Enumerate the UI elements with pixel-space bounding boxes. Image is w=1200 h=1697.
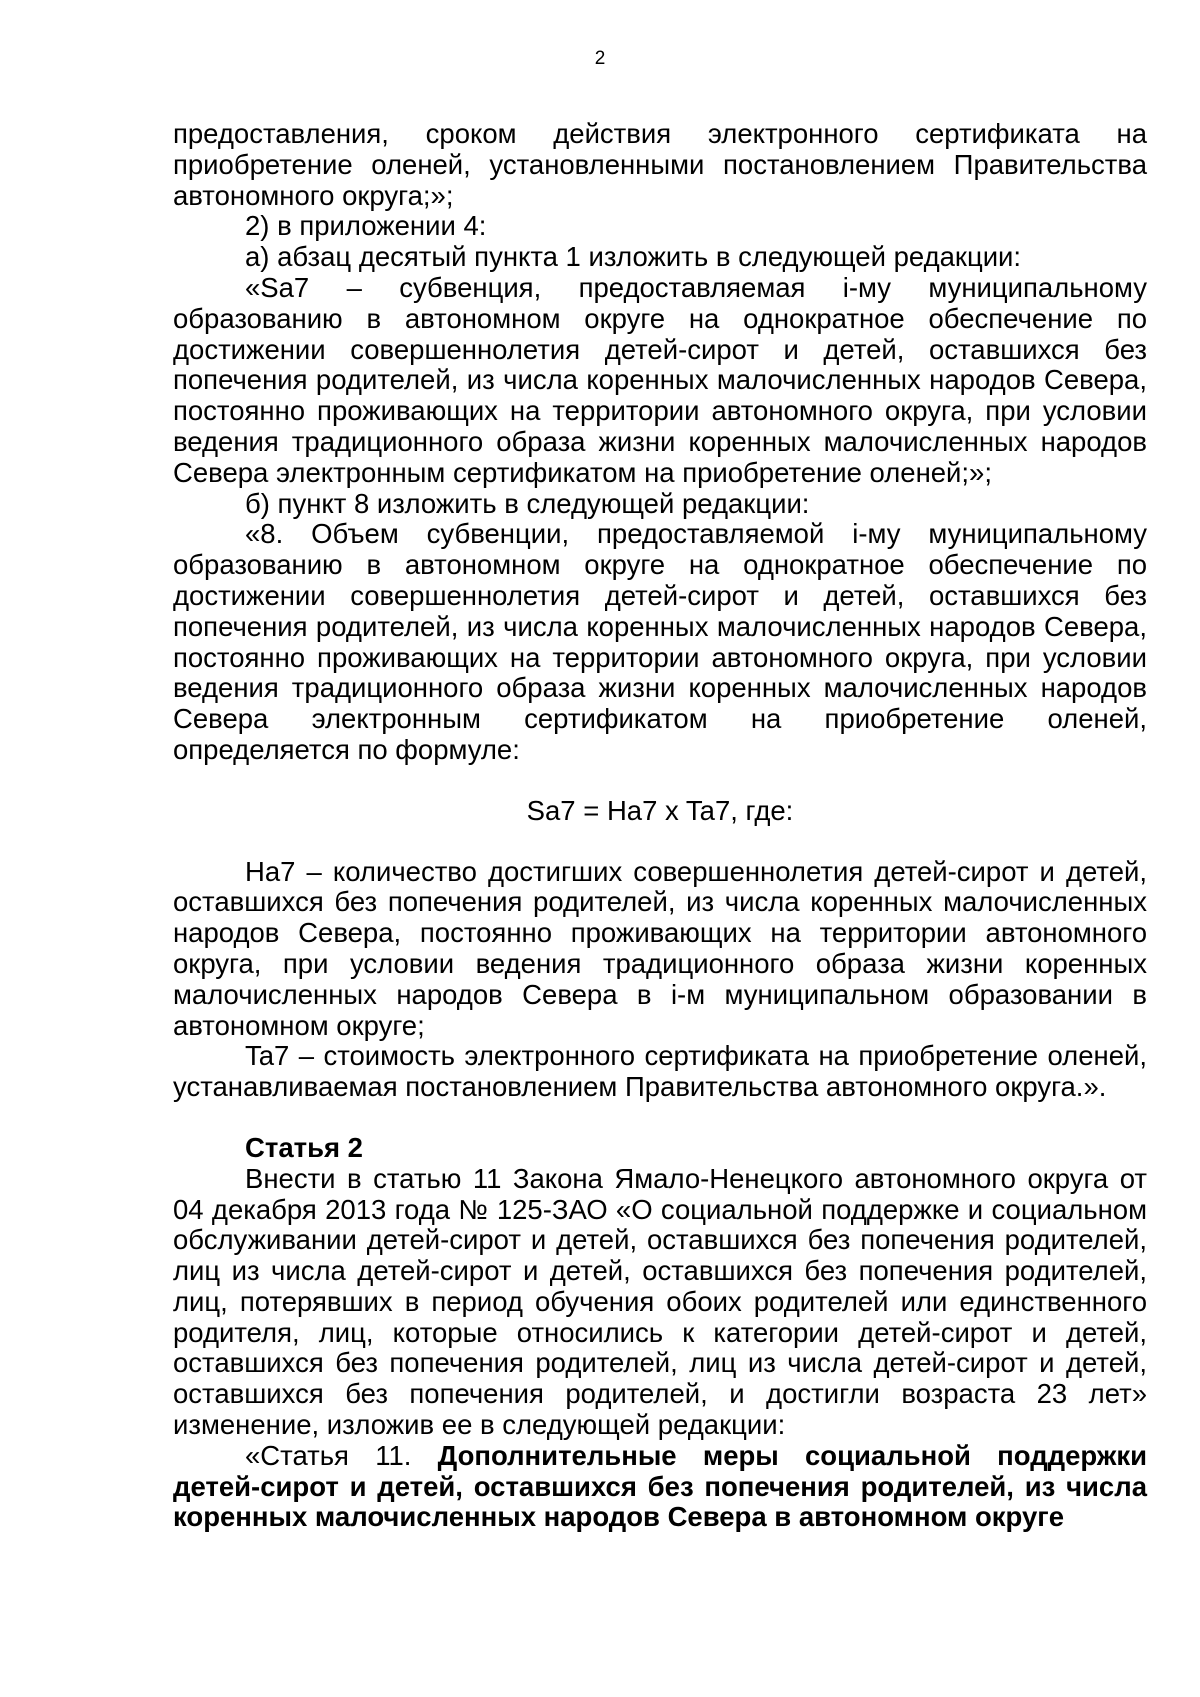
- page-number: 2: [594, 48, 606, 69]
- paragraph-subitem-b: б) пункт 8 изложить в следующей редакции:: [245, 487, 810, 519]
- paragraph-article-2-body: Внести в статью 11 Закона Ямало-Ненецкого автономного округа от 04 декабря 2013 года № 125-ЗАО «О социальной поддержке и социальном обслуживании детей-сирот и детей, оставшихся без попечения родителей, лиц из числа детей-сирот и детей, оставшихся без попечения родителей, лиц, потерявших в период обучения обоих родителей или единственного родителя, лиц, которые относились к категории детей-сирот и детей, оставшихся без попечения родителей, лиц из числа детей-сирот и детей, оставшихся без попечения родителей, и достигли возраста 23 лет» изменение, изложив ее в следующей редакции:: [173, 1162, 1147, 1441]
- formula: Sa7 = Ha7 x Ta7, где:: [526, 794, 794, 826]
- document-body: [173, 119, 1147, 1533]
- paragraph-point-8: «8. Объем субвенции, предоставляемой i-му муниципальному образованию в автономном округе на однократное обеспечение по достижении совершеннолетия детей-сирот и детей, оставшихся без попечения родителей, из числа коренных малочисленных народов Севера, постоянно проживающих на территории автономного округа, при условии ведения традиционного образа жизни коренных малочисленных народов Севера электронным сертификатом на приобретение оленей, определяется по формуле:: [173, 518, 1147, 765]
- paragraph-subitem-a: а) абзац десятый пункта 1 изложить в следующей редакции:: [245, 241, 1022, 273]
- paragraph-item-2: 2) в приложении 4:: [245, 210, 487, 242]
- article-heading: Статья 2: [245, 1131, 363, 1163]
- article-11-title-bold: Дополнительные меры социальной поддержки детей-сирот и детей, оставшихся без попечения родителей, из числа коренных малочисленных народов Севера в автономном округе: [173, 1439, 1148, 1533]
- paragraph-article-11-title: [173, 1441, 1147, 1533]
- paragraph-ta7-definition: Ta7 – стоимость электронного сертификата на приобретение оленей, устанавливаемая постановлением Правительства автономного округа.».: [173, 1040, 1147, 1103]
- paragraph-ha7-definition: Ha7 – количество достигших совершеннолетия детей-сирот и детей, оставшихся без попечения родителей, из числа коренных малочисленных народов Севера, постоянно проживающих на территории автономного округа, при условии ведения традиционного образа жизни коренных малочисленных народов Севера в i-м муниципальном образовании в автономном округе;: [173, 855, 1147, 1041]
- paragraph-sa7-definition: «Sa7 – субвенция, предоставляемая i-му муниципальному образованию в автономном округе на однократное обеспечение по достижении совершеннолетия детей-сирот и детей, оставшихся без попечения родителей, из числа коренных малочисленных народов Севера, постоянно проживающих на территории автономного округа, при условии ведения традиционного образа жизни коренных малочисленных народов Севера электронным сертификатом на приобретение оленей;»;: [173, 271, 1147, 488]
- paragraph-continuation: предоставления, сроком действия электронного сертификата на приобретение оленей, установленными постановлением Правительства автономного округа;»;: [173, 118, 1147, 211]
- article-11-prefix: «Статья 11.: [245, 1439, 438, 1471]
